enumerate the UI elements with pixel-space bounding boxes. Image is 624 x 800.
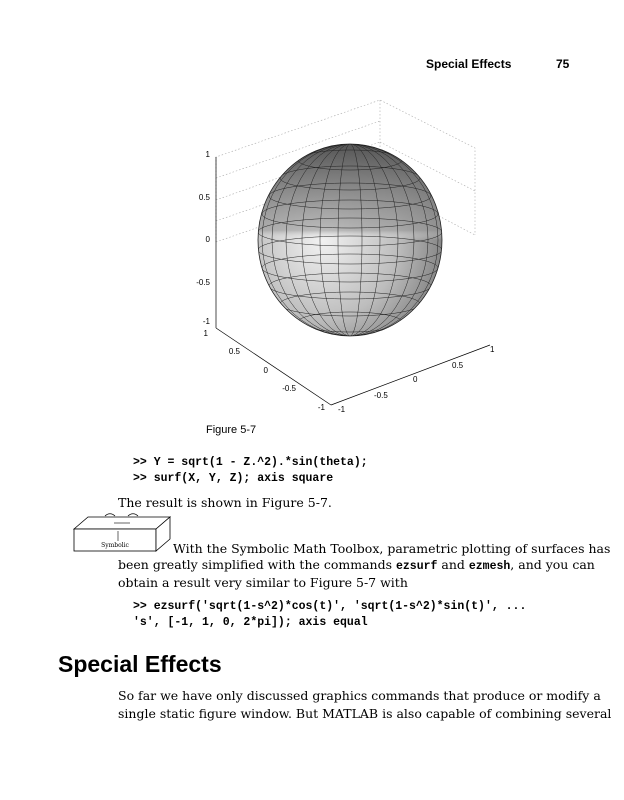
y-tick: 0 — [413, 375, 418, 384]
symbolic-note-line — [118, 556, 595, 576]
x-tick: -1 — [317, 403, 325, 412]
paragraph-line: So far we have only discussed graphics commands that produce or modify a — [118, 688, 601, 703]
y-tick: 0.5 — [452, 361, 464, 370]
symbolic-toolbox-icon — [72, 513, 172, 555]
code-line: >> ezsurf('sqrt(1-s^2)*cos(t)', 'sqrt(1-s^2)*sin(t)', ... — [133, 600, 527, 613]
z-tick: -1 — [202, 317, 210, 326]
page-number: 75 — [556, 57, 570, 71]
z-tick: 0.5 — [198, 193, 210, 202]
figure-caption: Figure 5-7 — [206, 424, 257, 436]
code-line: 's', [-1, 1, 0, 2*pi]); axis equal — [133, 616, 368, 629]
y-tick: -1 — [338, 405, 346, 414]
running-head: Special Effects — [426, 57, 512, 71]
code-line: >> surf(X, Y, Z); axis square — [133, 472, 334, 485]
code-line: >> Y = sqrt(1 - Z.^2).*sin(theta); — [133, 456, 368, 469]
text-span: , and you can — [510, 557, 595, 572]
x-tick: 0 — [263, 366, 268, 375]
x-tick: 1 — [203, 329, 208, 338]
symbolic-note-line: obtain a result very similar to Figure 5-7 with — [118, 575, 408, 590]
z-tick: 1 — [205, 150, 210, 159]
symbolic-note-line: With the Symbolic Math Toolbox, parametric plotting of surfaces has — [173, 541, 611, 556]
paragraph-line: single static figure window. But MATLAB is also capable of combining several — [118, 706, 612, 721]
x-axis-ticks — [204, 329, 326, 412]
function-name: ezsurf — [396, 560, 438, 573]
sphere-figure — [180, 90, 510, 420]
result-paragraph: The result is shown in Figure 5-7. — [118, 495, 332, 510]
y-tick: -0.5 — [374, 391, 388, 400]
text-span: and — [437, 557, 469, 572]
y-axis-ticks — [338, 345, 495, 414]
section-heading: Special Effects — [58, 651, 222, 677]
text-span: been greatly simplified with the commands — [118, 557, 396, 572]
y-tick: 1 — [490, 345, 495, 354]
z-tick: 0 — [205, 235, 210, 244]
x-tick: -0.5 — [282, 384, 296, 393]
sphere-surface — [258, 144, 442, 336]
x-tick: 0.5 — [228, 347, 240, 356]
z-tick: -0.5 — [196, 278, 210, 287]
function-name: ezmesh — [468, 560, 511, 573]
toolbox-icon-label: Symbolic — [101, 542, 129, 549]
z-axis-ticks — [196, 150, 210, 326]
